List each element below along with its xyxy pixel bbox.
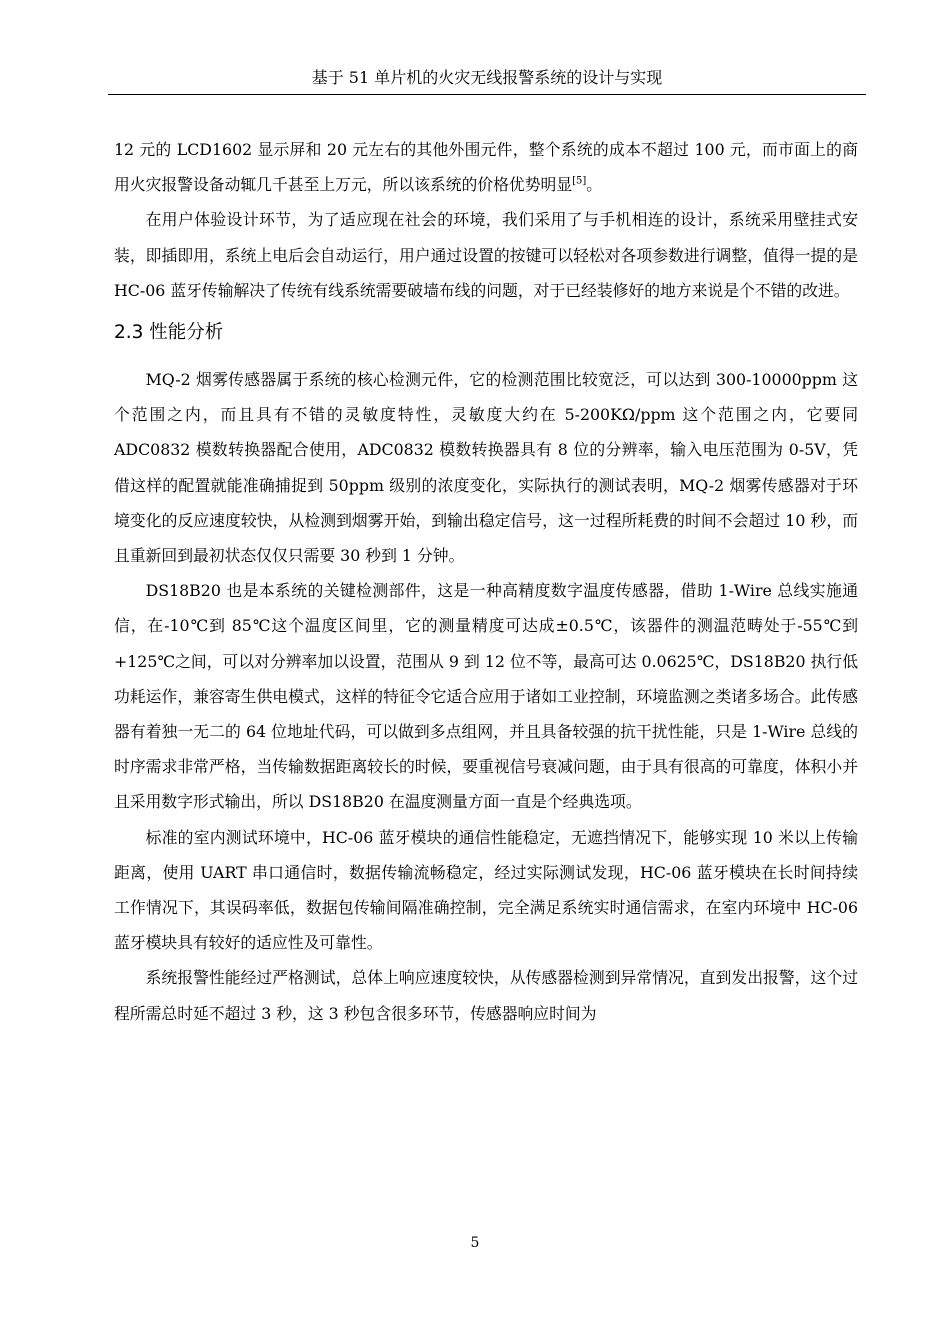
citation-reference: [5] bbox=[572, 175, 587, 187]
paragraph-alarm: 系统报警性能经过严格测试，总体上响应速度较快，从传感器检测到异常情况，直到发出报警，这个过程所需总时延不超过 3 秒，这 3 秒包含很多环节，传感器响应时间为 bbox=[114, 968, 858, 1023]
paragraph-cost bbox=[114, 132, 858, 202]
paragraph-text: 12 元的 LCD1602 显示屏和 20 元左右的其他外围元件，整个系统的成本不超过 100 元，而市面上的商用火灾报警设备动辄几千甚至上万元，所以该系统的价格优势明显 bbox=[114, 140, 858, 195]
paragraph-user-experience: 在用户体验设计环节，为了适应现在社会的环境，我们采用了与手机相连的设计，系统采用壁挂式安装，即插即用，系统上电后会自动运行，用户通过设置的按键可以轻松对各项参数进行调整，值得一提的是 HC-06 蓝牙传输解决了传统有线系统需要破墙布线的问题，对于已经装修好的地方来说是个不错的改进。 bbox=[114, 210, 858, 300]
section-heading: 2.3 性能分析 bbox=[114, 322, 224, 344]
running-header: 基于 51 单片机的火灾无线报警系统的设计与实现 bbox=[311, 68, 663, 87]
paragraph-ds18b20: DS18B20 也是本系统的关键检测部件，这是一种高精度数字温度传感器，借助 1-Wire 总线实施通信，在-10℃到 85℃这个温度区间里，它的测量精度可达成±0.5℃，该器件的测温范畴处于-55℃到+125℃之间，可以对分辨率加以设置，范围从 9 到 12 位不等，最高可达 0.0625℃，DS18B20 执行低功耗运作，兼容寄生供电模式，这样的特征令它适合应用于诸如工业控制，环境监测之类诸多场合。此传感器有着独一无二的 64 位地址代码，可以做到多点组网，并且具备较强的抗干扰性能，只是 1-Wire 总线的时序需求非常严格，当传输数据距离较长的时候，要重视信号衰减问题，由于具有很高的可靠度，体积小并且采用数字形式输出，所以 DS18B20 在温度测量方面一直是个经典选项。 bbox=[114, 581, 858, 812]
header-rule bbox=[108, 94, 866, 95]
document-body bbox=[114, 132, 858, 1031]
page-number: 5 bbox=[470, 1235, 480, 1251]
paragraph-end: 。 bbox=[586, 175, 603, 195]
paragraph-hc06: 标准的室内测试环境中，HC-06 蓝牙模块的通信性能稳定，无遮挡情况下，能够实现 10 米以上传输距离，使用 UART 串口通信时，数据传输流畅稳定，经过实际测试发现，HC-06 蓝牙模块在长时间持续工作情况下，其误码率低，数据包传输间隔准确控制，完全满足系统实时通信需求，在室内环境中 HC-06 蓝牙模块具有较好的适应性及可靠性。 bbox=[114, 827, 858, 953]
paragraph-mq2: MQ-2 烟雾传感器属于系统的核心检测元件，它的检测范围比较宽泛，可以达到 300-10000ppm 这个范围之内，而且具有不错的灵敏度特性，灵敏度大约在 5-200KΩ/ppm 这个范围之内，它要同 ADC0832 模数转换器配合使用，ADC0832 模数转换器具有 8 位的分辨率，输入电压范围为 0-5V，凭借这样的配置就能准确捕捉到 50ppm 级别的浓度变化，实际执行的测试表明，MQ-2 烟雾传感器对于环境变化的反应速度较快，从检测到烟雾开始，到输出稳定信号，这一过程所耗费的时间不会超过 10 秒，而且重新回到最初状态仅仅只需要 30 秒到 1 分钟。 bbox=[114, 370, 858, 566]
